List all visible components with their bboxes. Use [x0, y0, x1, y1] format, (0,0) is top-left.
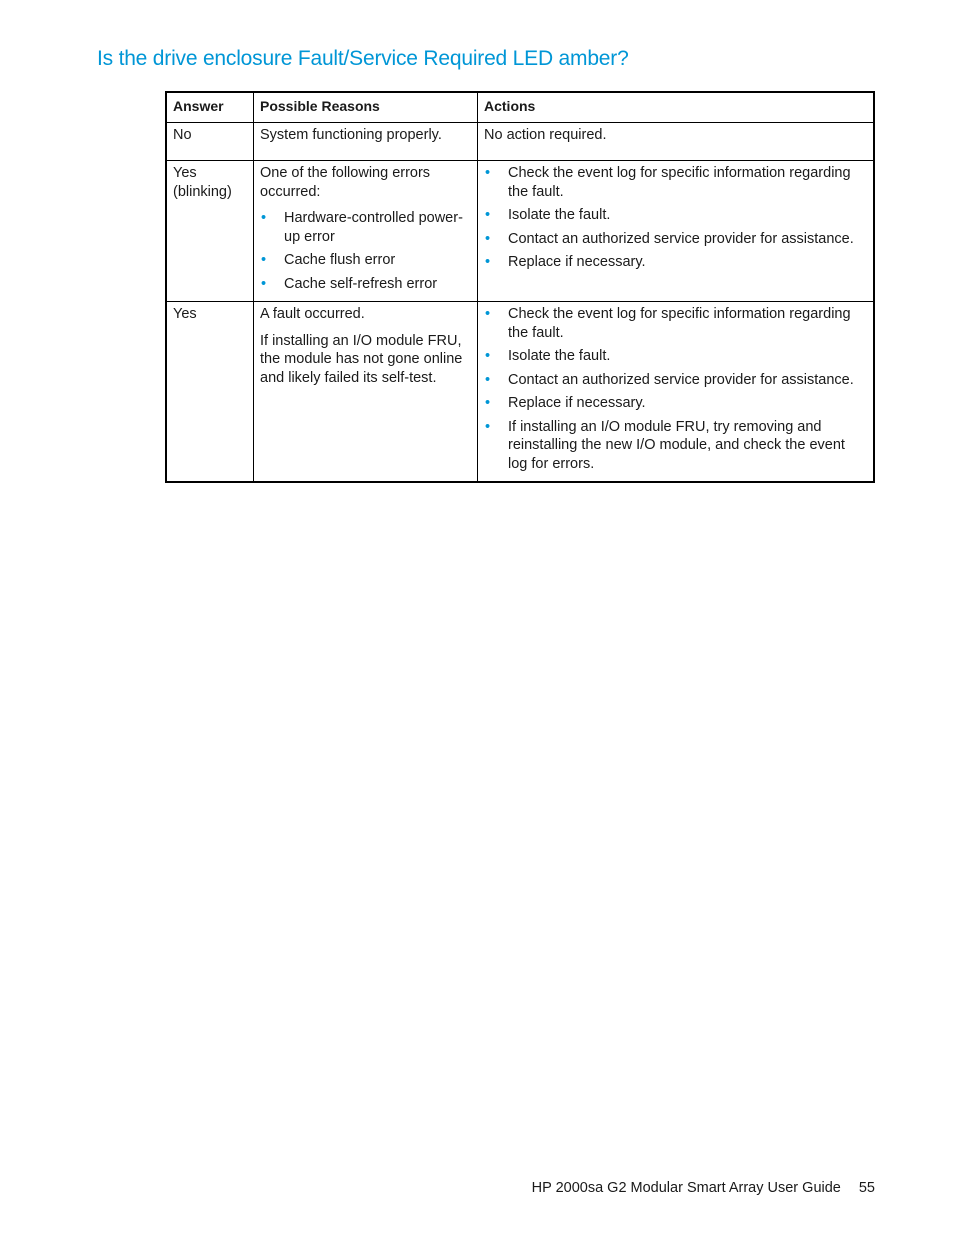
- list-item: [484, 418, 867, 474]
- answer-cell: Yes: [166, 302, 254, 483]
- possible-reasons-cell: [254, 161, 478, 302]
- column-header-actions: Actions: [478, 92, 875, 122]
- action-item-text: Isolate the fault.: [508, 348, 611, 364]
- reason-text: One of the following errors occurred:: [260, 165, 431, 200]
- bullet-icon: •: [485, 348, 491, 364]
- bullet-icon: •: [261, 210, 267, 226]
- possible-reasons-cell: [254, 302, 478, 483]
- action-item-text: Check the event log for specific information regarding the fault.: [508, 306, 851, 341]
- actions-cell: [478, 122, 875, 161]
- column-header-possible-reasons: Possible Reasons: [254, 92, 478, 122]
- bullet-icon: •: [485, 230, 491, 247]
- bullet-icon: •: [485, 207, 491, 223]
- reason-item-text: Cache self-refresh error: [284, 275, 438, 292]
- column-header-answer: Answer: [166, 92, 254, 122]
- action-item-text: Contact an authorized service provider for assistance.: [508, 371, 854, 388]
- action-item-text: Replace if necessary.: [508, 395, 646, 411]
- action-list: [484, 164, 867, 272]
- table-row: [166, 161, 874, 302]
- list-item: [260, 275, 471, 294]
- bullet-icon: •: [485, 395, 491, 411]
- list-item: [484, 305, 867, 342]
- bullet-icon: •: [485, 254, 491, 270]
- reason-item-text: Hardware-controlled power-up error: [284, 210, 463, 245]
- bullet-icon: •: [485, 418, 491, 435]
- action-item-text: Contact an authorized service provider for assistance.: [508, 230, 854, 247]
- page-title: Is the drive enclosure Fault/Service Required LED amber?: [97, 47, 629, 70]
- bullet-icon: •: [485, 371, 491, 388]
- answer-cell: No: [166, 122, 254, 161]
- action-list: [484, 305, 867, 473]
- bullet-icon: •: [261, 252, 267, 268]
- actions-cell: [478, 161, 875, 302]
- table-body: [166, 122, 874, 482]
- table-row: [166, 302, 874, 483]
- list-item: [260, 209, 471, 246]
- possible-reasons-cell: [254, 122, 478, 161]
- actions-cell: [478, 302, 875, 483]
- bullet-icon: •: [485, 306, 491, 322]
- action-item-text: Replace if necessary.: [508, 254, 646, 270]
- list-item: [484, 371, 867, 390]
- reason-text: If installing an I/O module FRU, the module has not gone online and likely failed its self-test.: [260, 332, 463, 386]
- answer-cell: Yes (blinking): [166, 161, 254, 302]
- page-footer: [532, 1180, 875, 1196]
- bullet-icon: •: [485, 165, 491, 181]
- bullet-icon: •: [261, 275, 267, 292]
- list-item: [484, 394, 867, 413]
- list-item: [484, 164, 867, 201]
- reason-list: [260, 209, 471, 293]
- list-item: [484, 253, 867, 272]
- table-row: [166, 122, 874, 161]
- action-item-text: Isolate the fault.: [508, 207, 611, 223]
- footer-page-number: 55: [858, 1180, 875, 1196]
- table-header-row: [166, 92, 874, 122]
- reason-item-text: Cache flush error: [284, 252, 396, 268]
- list-item: [260, 251, 471, 270]
- led-status-table: [165, 91, 875, 483]
- action-item-text: Check the event log for specific information regarding the fault.: [508, 165, 851, 200]
- footer-guide-title: HP 2000sa G2 Modular Smart Array User Guide: [531, 1180, 841, 1196]
- list-item: [484, 206, 867, 225]
- list-item: [484, 230, 867, 249]
- reason-text: A fault occurred.: [260, 306, 365, 322]
- action-item-text: If installing an I/O module FRU, try removing and reinstalling the new I/O module, and check the event log for errors.: [508, 418, 845, 472]
- action-text: No action required.: [484, 126, 607, 143]
- list-item: [484, 347, 867, 366]
- reason-text: System functioning properly.: [260, 126, 442, 143]
